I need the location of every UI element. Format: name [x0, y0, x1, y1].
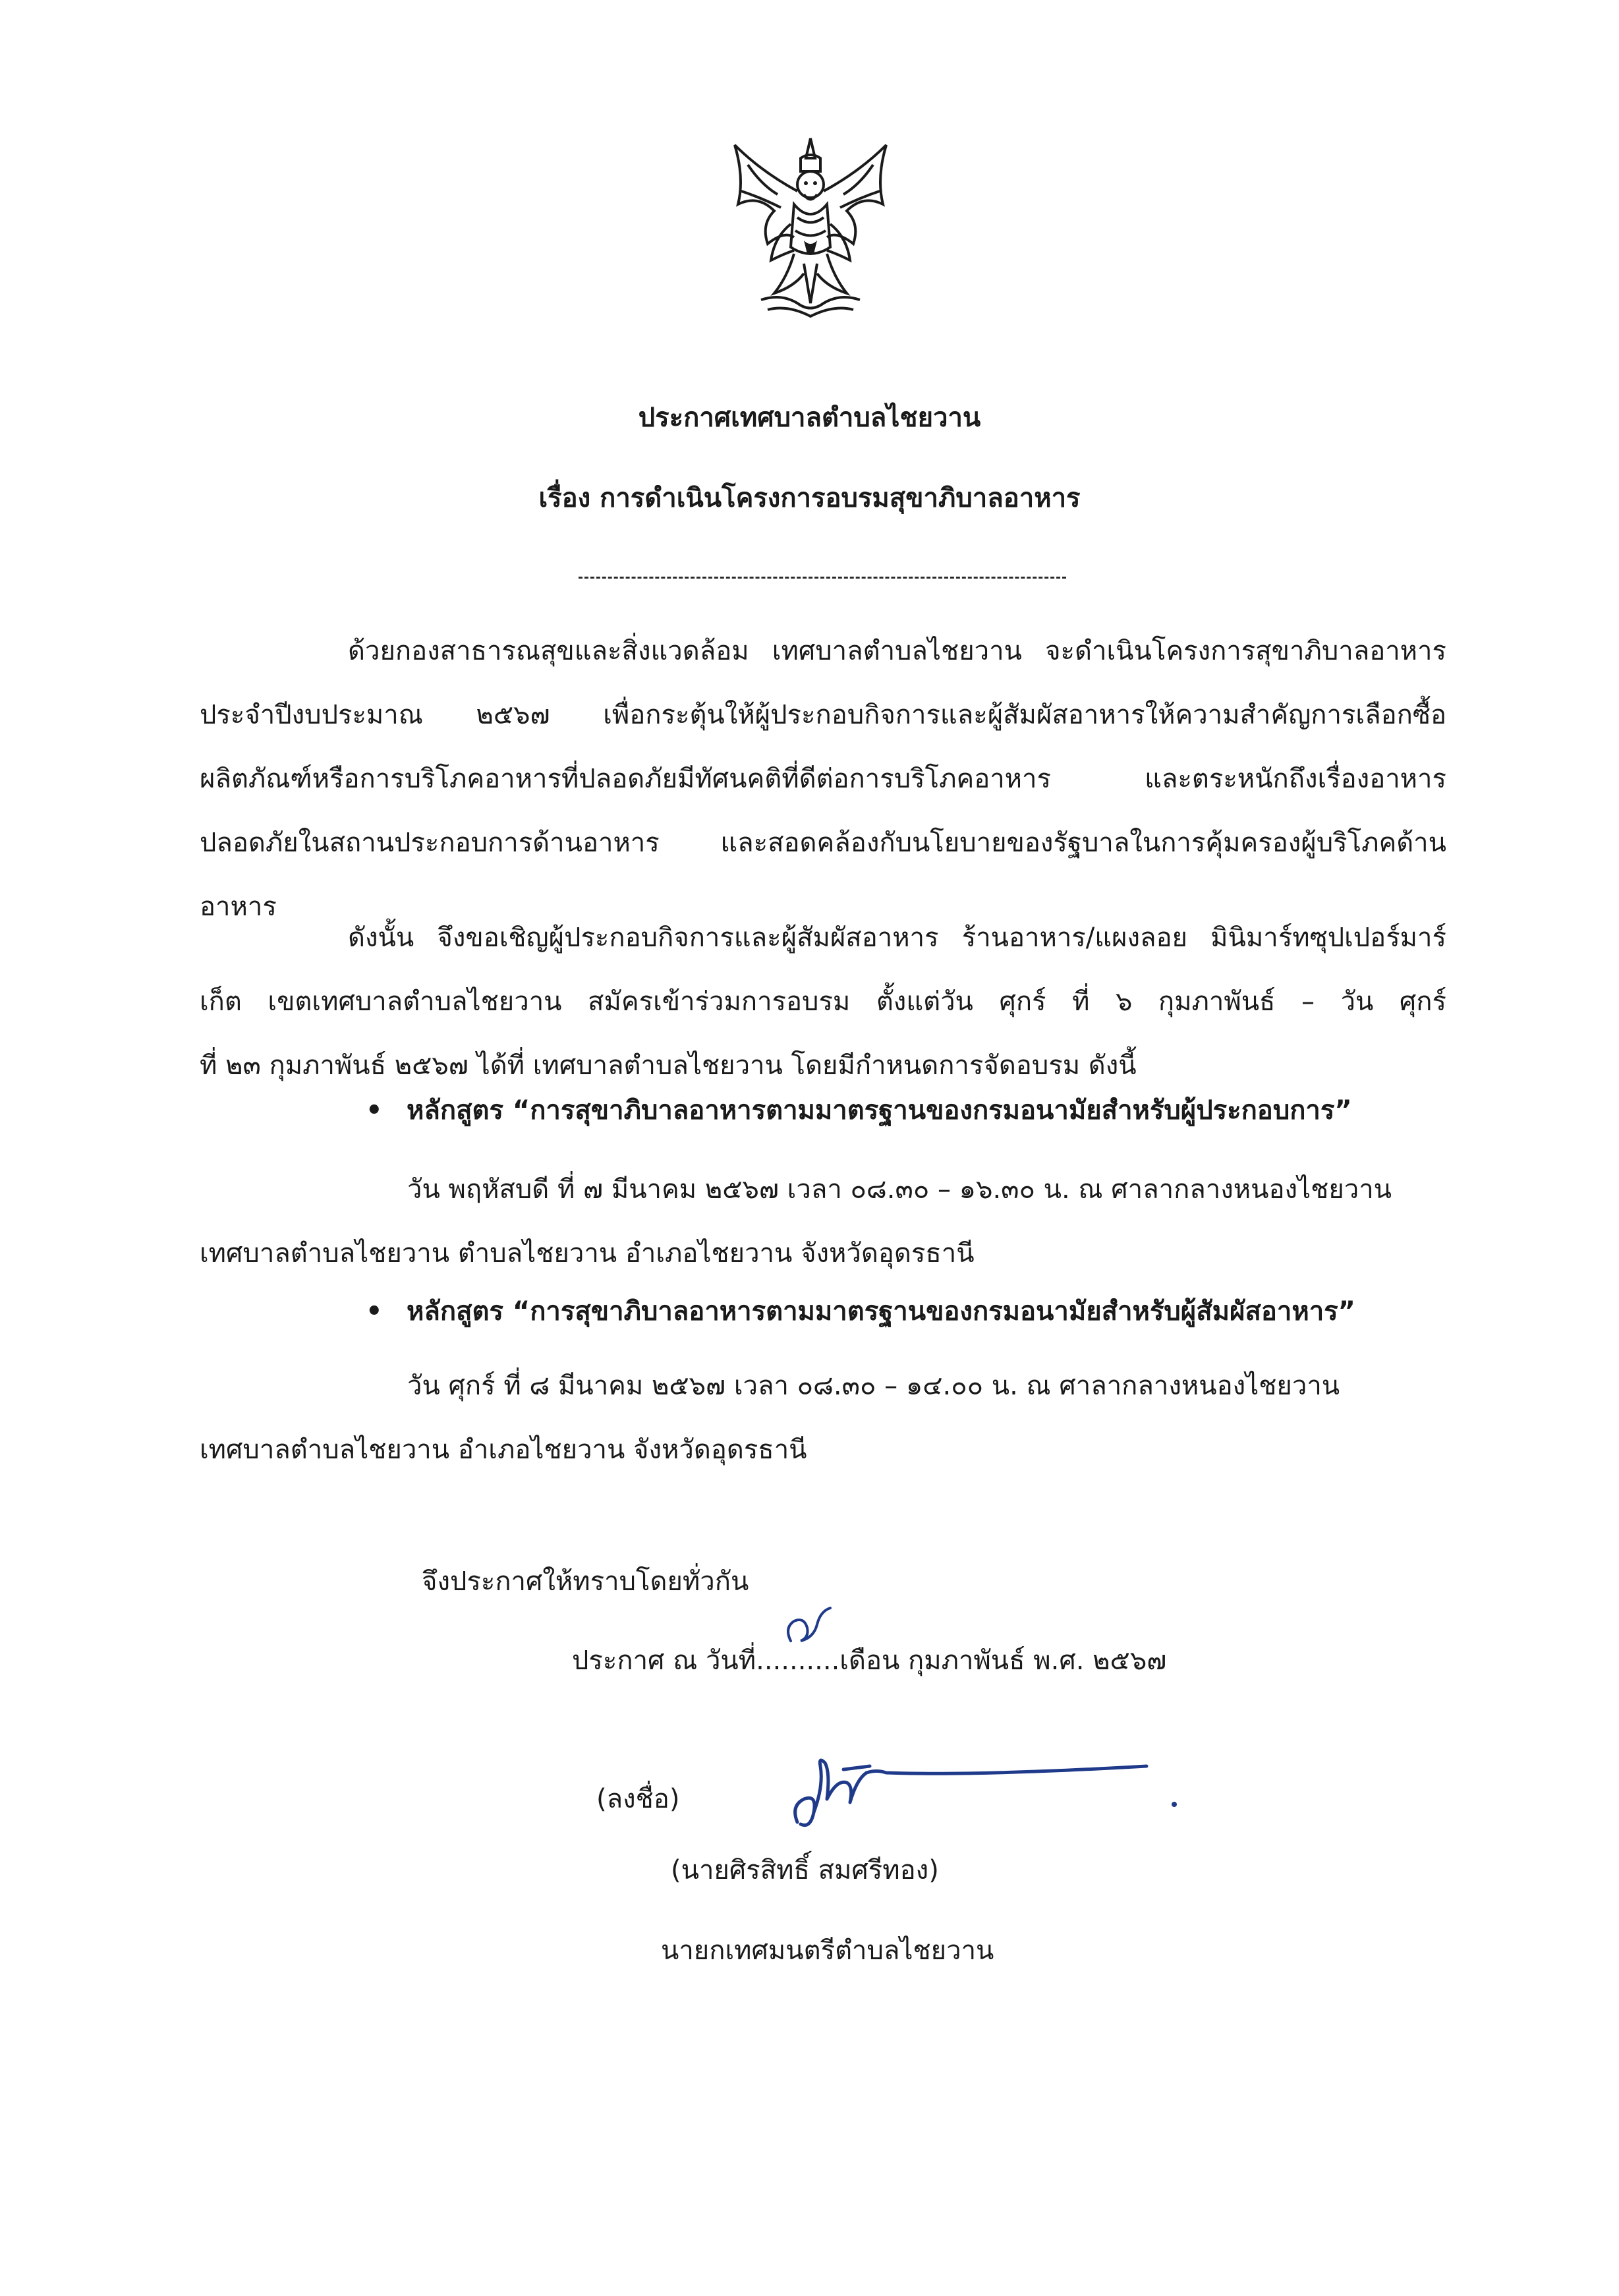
paragraph-line: ด้วยกองสาธารณสุขและสิ่งแวดล้อม เทศบาลตำบลไชยวาน จะดำเนินโครงการสุขาภิบาลอาหาร — [348, 636, 1446, 666]
course-1-location: เทศบาลตำบลไชยวาน ตำบลไชยวาน อำเภอไชยวาน จังหวัดอุดรธานี — [200, 1238, 975, 1269]
course-2-location: เทศบาลตำบลไชยวาน อำเภอไชยวาน จังหวัดอุดรธานี — [200, 1435, 807, 1465]
course-title-text: หลักสูตร “การสุขาภิบาลอาหารตามมาตรฐานของกรมอนามัยสำหรับผู้สัมผัสอาหาร” — [407, 1296, 1355, 1327]
signature-mark — [778, 1746, 1199, 1839]
signer-name: (นายศิรสิทธิ์ สมศรีทอง) — [671, 1855, 939, 1885]
course-2-title — [366, 1292, 1355, 1331]
garuda-emblem-icon — [722, 132, 899, 323]
date-dots: .......... — [756, 1646, 840, 1676]
announcement-title: ประกาศเทศบาลตำบลไชยวาน — [638, 403, 981, 433]
paragraph-line: อาหาร — [200, 892, 277, 922]
paragraph-line: เก็ต เขตเทศบาลตำบลไชยวาน สมัครเข้าร่วมการอบรม ตั้งแต่วัน ศุกร์ ที่ ๖ กุมภาพันธ์ – วัน ศุกร์ — [200, 987, 1446, 1017]
paragraph-line: ที่ ๒๓ กุมภาพันธ์ ๒๕๖๗ ได้ที่ เทศบาลตำบลไชยวาน โดยมีกำหนดการจัดอบรม ดังนี้ — [200, 1050, 1137, 1081]
signer-position: นายกเทศมนตรีตำบลไชยวาน — [661, 1936, 994, 1966]
paragraph-line: ผลิตภัณฑ์หรือการบริโภคอาหารที่ปลอดภัยมีทัศนคติที่ดีต่อการบริโภคอาหาร และตระหนักถึงเรื่องอาหาร — [200, 764, 1446, 794]
paragraph-intro — [200, 619, 1446, 939]
paragraph-line: ปลอดภัยในสถานประกอบการด้านอาหาร และสอดคล้องกับนโยบายของรัฐบาลในการคุ้มครองผู้บริโภคด้าน — [200, 828, 1446, 858]
date-suffix: เดือน กุมภาพันธ์ พ.ศ. ๒๕๖๗ — [839, 1646, 1167, 1676]
bullet-icon: • — [366, 1095, 383, 1126]
paragraph-line: ประจำปีงบประมาณ ๒๕๖๗ เพื่อกระตุ้นให้ผู้ประกอบกิจการและผู้สัมผัสอาหารให้ความสำคัญการเลือกซื้อ — [200, 700, 1446, 730]
date-prefix: ประกาศ ณ วันที่ — [572, 1646, 756, 1676]
announce-line: จึงประกาศให้ทราบโดยทั่วกัน — [422, 1566, 749, 1597]
sign-label: (ลงชื่อ) — [596, 1784, 680, 1814]
title-separator — [579, 577, 1066, 579]
bullet-icon: • — [366, 1296, 383, 1327]
paragraph-line: ดังนั้น จึงขอเชิญผู้ประกอบกิจการและผู้สัมผัสอาหาร ร้านอาหาร/แผงลอย มินิมาร์ทซุปเปอร์มาร์ — [348, 923, 1446, 953]
announcement-date — [572, 1641, 1166, 1680]
course-1-title — [366, 1091, 1352, 1130]
course-1-schedule: วัน พฤหัสบดี ที่ ๗ มีนาคม ๒๕๖๗ เวลา ๐๘.๓๐ – ๑๖.๓๐ น. ณ ศาลากลางหนองไชยวาน — [407, 1174, 1392, 1205]
course-2-schedule: วัน ศุกร์ ที่ ๘ มีนาคม ๒๕๖๗ เวลา ๐๘.๓๐ – ๑๔.๐๐ น. ณ ศาลากลางหนองไชยวาน — [407, 1371, 1340, 1401]
handwritten-day-mark — [778, 1605, 837, 1651]
paragraph-invitation — [200, 906, 1446, 1098]
announcement-subject: เรื่อง การดำเนินโครงการอบรมสุขาภิบาลอาหาร — [538, 483, 1081, 513]
course-title-text: หลักสูตร “การสุขาภิบาลอาหารตามมาตรฐานของกรมอนามัยสำหรับผู้ประกอบการ” — [407, 1095, 1352, 1126]
